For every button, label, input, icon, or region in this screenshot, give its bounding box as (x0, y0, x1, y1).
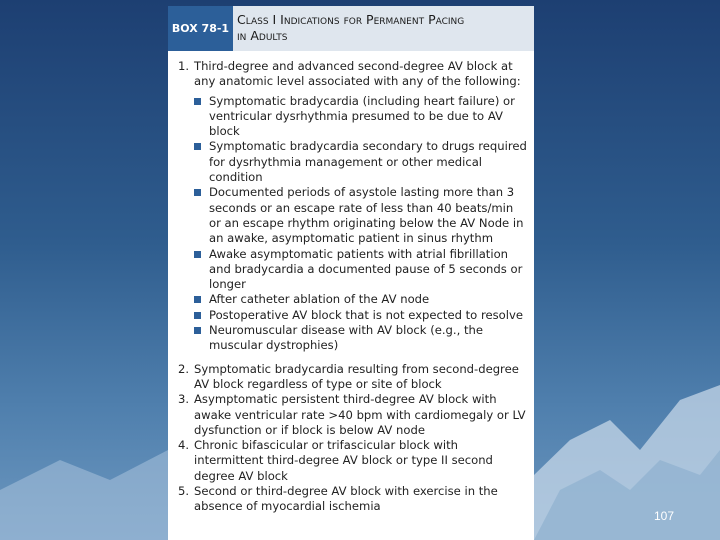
list-item: Awake asymptomatic patients with atrial fibrillation and bradycardia a documented pause of 5 seconds or longer (194, 247, 528, 293)
numbered-item (178, 59, 528, 90)
item-text: Chronic bifascicular or trifascicular block with intermittent third-degree AV block or type II second degree AV block (194, 438, 493, 483)
list-item: Symptomatic bradycardia secondary to drugs required for dysrhythmia management or other medical condition (194, 139, 528, 185)
square-bullet-icon (194, 312, 201, 319)
item-text: Third-degree and advanced second-degree AV block at any anatomic level associated with any of the following: (194, 59, 521, 89)
list-item: Documented periods of asystole lasting more than 3 seconds or an escape rate of less than 40 beats/min or an escape rhythm originating below the AV Node in an awake, asymptomatic patient in sinus rhythm (194, 185, 528, 246)
list-item: Symptomatic bradycardia (including heart failure) or ventricular dysrhythmia presumed to be due to AV block (194, 94, 528, 140)
numbered-item (178, 362, 528, 393)
item-text: Symptomatic bradycardia resulting from second-degree AV block regardless of type or site of block (194, 361, 519, 391)
item-text: Second or third-degree AV block with exercise in the absence of myocardial ischemia (194, 484, 498, 514)
item-number: 4. (178, 438, 190, 453)
item-number: 2. (178, 361, 190, 376)
square-bullet-icon (194, 327, 201, 334)
box-content (168, 51, 534, 515)
square-bullet-icon (194, 143, 201, 150)
item-number: 5. (178, 484, 190, 499)
numbered-item (178, 484, 528, 515)
box-header (168, 6, 534, 51)
square-bullet-icon (194, 189, 201, 196)
box-title-line-2: in Adults (237, 28, 288, 43)
numbered-item (178, 392, 528, 438)
list-item: Postoperative AV block that is not expected to resolve (194, 308, 528, 323)
box-badge: BOX 78-1 (168, 6, 233, 51)
square-bullet-icon (194, 296, 201, 303)
page-number: 107 (654, 509, 675, 523)
box-title-line-1: Class I Indications for Permanent Pacing (237, 12, 465, 27)
item-number: 3. (178, 392, 190, 407)
box-title (237, 12, 527, 44)
list-item: After catheter ablation of the AV node (194, 292, 528, 307)
square-bullet-icon (194, 251, 201, 258)
info-box (168, 6, 534, 540)
bullet-list (178, 94, 528, 354)
list-item: Neuromuscular disease with AV block (e.g., the muscular dystrophies) (194, 323, 528, 354)
numbered-item (178, 438, 528, 484)
item-number: 1. (178, 59, 190, 73)
item-text: Asymptomatic persistent third-degree AV block with awake ventricular rate >40 bpm with cardiomegaly or LV dysfunction or if block is below AV node (194, 392, 526, 437)
square-bullet-icon (194, 98, 201, 105)
